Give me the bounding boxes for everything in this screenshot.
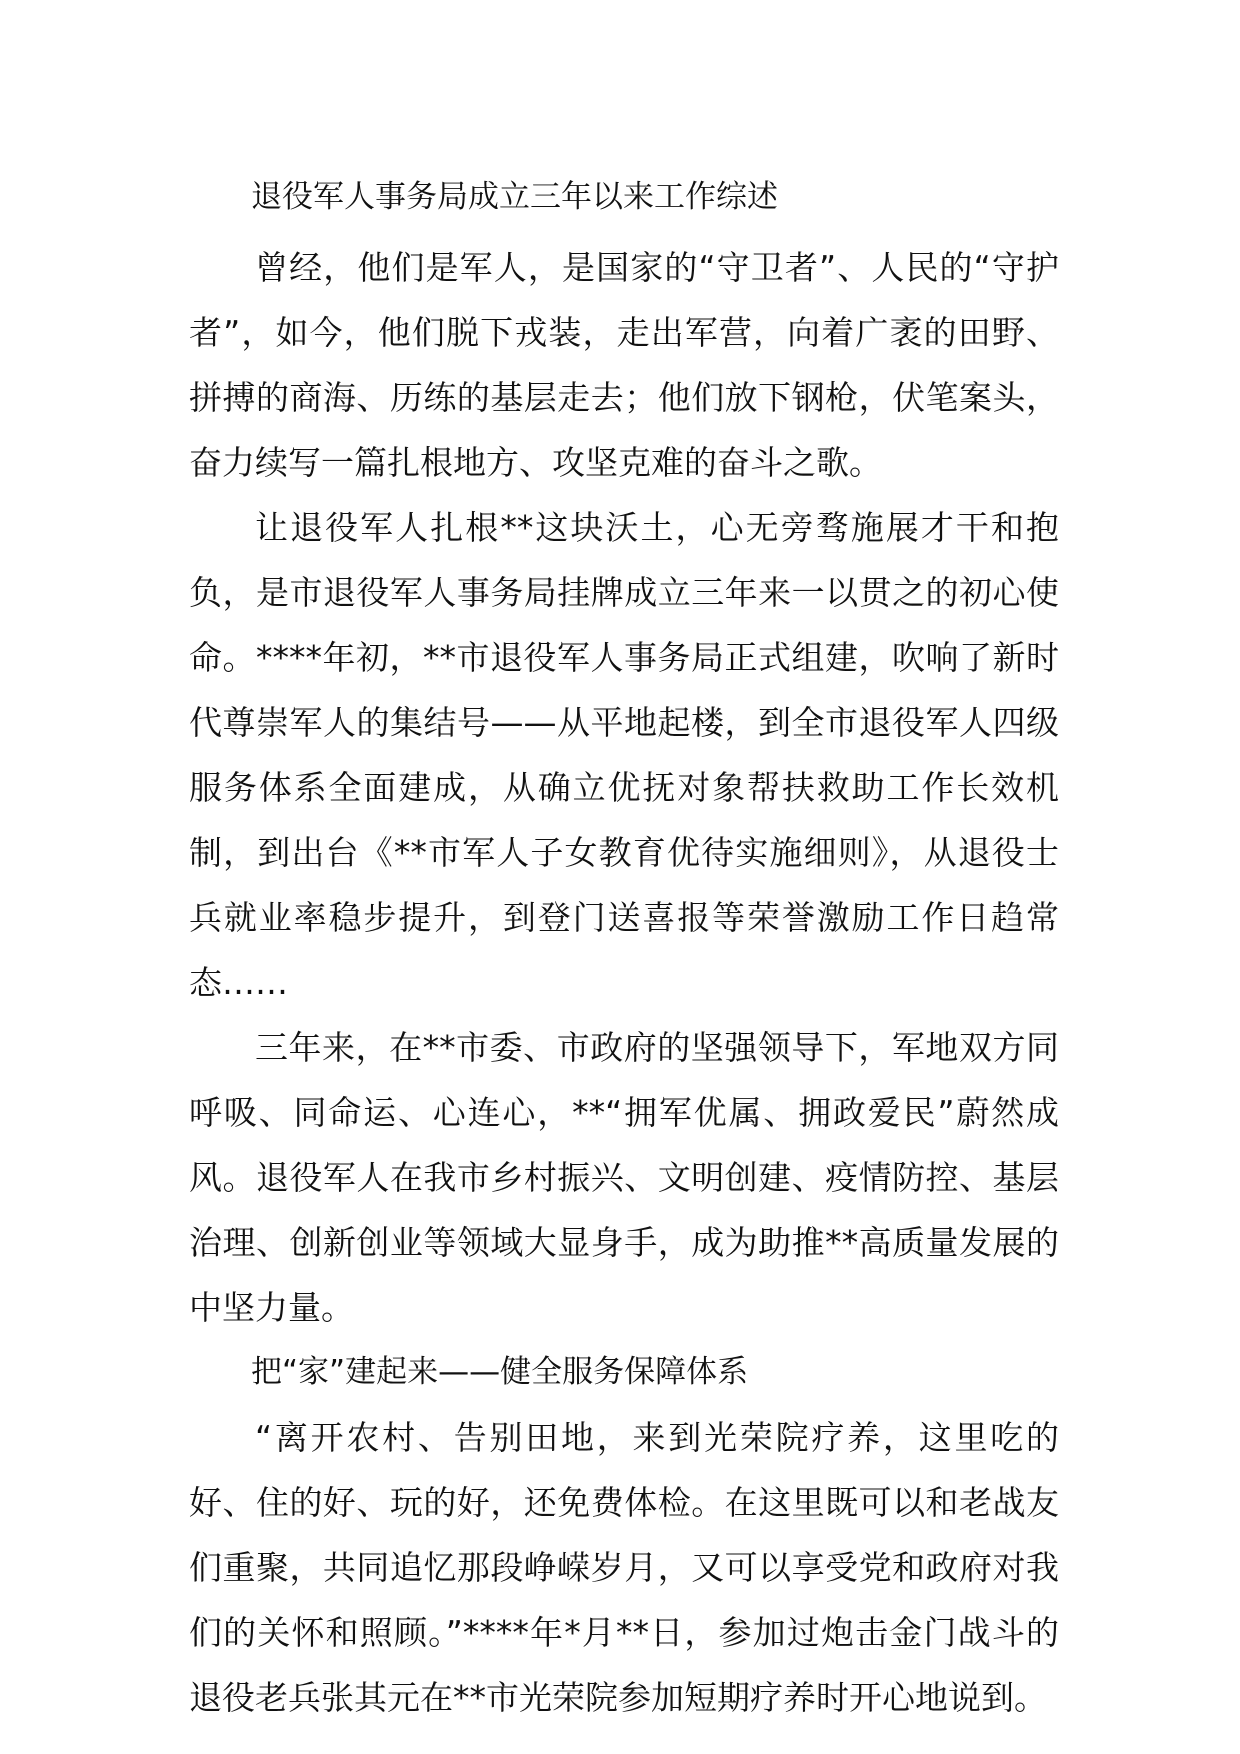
paragraph-achievements: 三年来，在**市委、市政府的坚强领导下，军地双方同呼吸、同命运、心连心，**“拥军优属、拥政爱民”蔚然成风。退役军人在我市乡村振兴、文明创建、疫情防控、基层治理、创新创业等领域大显身手，成为助推**高质量发展的中坚力量。: [189, 1028, 1059, 1327]
paragraph-quote: “离开农村、告别田地，来到光荣院疗养，这里吃的好、住的好、玩的好，还免费体检。在这里既可以和老战友们重聚，共同追忆那段峥嵘岁月，又可以享受党和政府对我们的关怀和照顾。”****年*月**日，参加过炮击金门战斗的退役老兵张其元在**市光荣院参加短期疗养时开心地说到。: [189, 1418, 1059, 1717]
document-body: [189, 170, 1059, 1730]
paragraph-mission: 让退役军人扎根**这块沃土，心无旁骛施展才干和抱负，是市退役军人事务局挂牌成立三年来一以贯之的初心使命。****年初，**市退役军人事务局正式组建，吹响了新时代尊崇军人的集结号——从平地起楼，到全市退役军人四级服务体系全面建成，从确立优抚对象帮扶救助工作长效机制，到出台《**市军人子女教育优待实施细则》，从退役士兵就业率稳步提升，到登门送喜报等荣誉激励工作日趋常态……: [189, 508, 1059, 1002]
document-title: 退役军人事务局成立三年以来工作综述: [251, 179, 778, 215]
section-heading: 把“家”建起来——健全服务保障体系: [251, 1354, 749, 1390]
paragraph-intro: 曾经，他们是军人，是国家的“守卫者”、人民的“守护者”，如今，他们脱下戎装，走出军营，向着广袤的田野、拼搏的商海、历练的基层走去；他们放下钢枪，伏笔案头，奋力续写一篇扎根地方、攻坚克难的奋斗之歌。: [189, 248, 1059, 482]
